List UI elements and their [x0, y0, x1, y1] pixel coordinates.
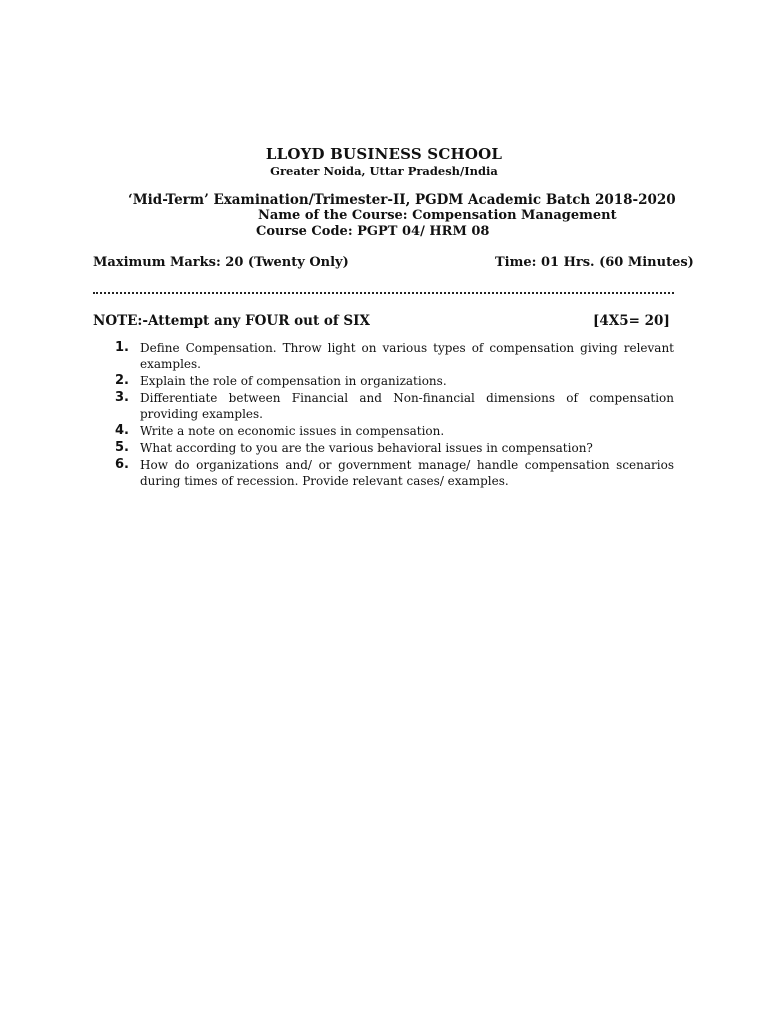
question-text: How do organizations and/ or government manage/ handle compensation scenarios during times of recession. Provide relevant cases/ examples. [140, 458, 674, 488]
question-number: 2. [115, 373, 129, 388]
instruction-note: NOTE:-Attempt any FOUR out of SIX [93, 313, 370, 329]
question-number: 6. [115, 457, 129, 472]
question-item [110, 457, 674, 489]
question-item [110, 423, 674, 439]
course-name: Name of the Course: Compensation Management [258, 208, 617, 223]
question-item [110, 373, 674, 389]
school-name: LLOYD BUSINESS SCHOOL [265, 145, 503, 163]
question-text: Differentiate between Financial and Non-financial dimensions of compensation providing examples. [140, 391, 674, 421]
school-location: Greater Noida, Uttar Pradesh/India [270, 164, 498, 178]
question-list [110, 340, 674, 490]
exam-title: ‘Mid-Term’ Examination/Trimester-II, PGDM Academic Batch 2018-2020 [128, 192, 676, 208]
question-text: Write a note on economic issues in compensation. [140, 424, 445, 438]
marks-formula: [4X5= 20] [593, 313, 670, 329]
question-item [110, 340, 674, 372]
exam-time: Time: 01 Hrs. (60 Minutes) [495, 255, 694, 270]
question-text: Explain the role of compensation in organizations. [140, 374, 447, 388]
dotted-divider [93, 292, 674, 294]
question-number: 1. [115, 340, 129, 355]
course-code: Course Code: PGPT 04/ HRM 08 [256, 224, 490, 239]
maximum-marks: Maximum Marks: 20 (Twenty Only) [93, 255, 349, 270]
question-number: 3. [115, 390, 129, 405]
question-text: What according to you are the various behavioral issues in compensation? [140, 441, 593, 455]
question-item [110, 390, 674, 422]
question-item [110, 440, 674, 456]
question-number: 4. [115, 423, 129, 438]
question-number: 5. [115, 440, 129, 455]
question-text: Define Compensation. Throw light on various types of compensation giving relevant examples. [140, 341, 674, 371]
